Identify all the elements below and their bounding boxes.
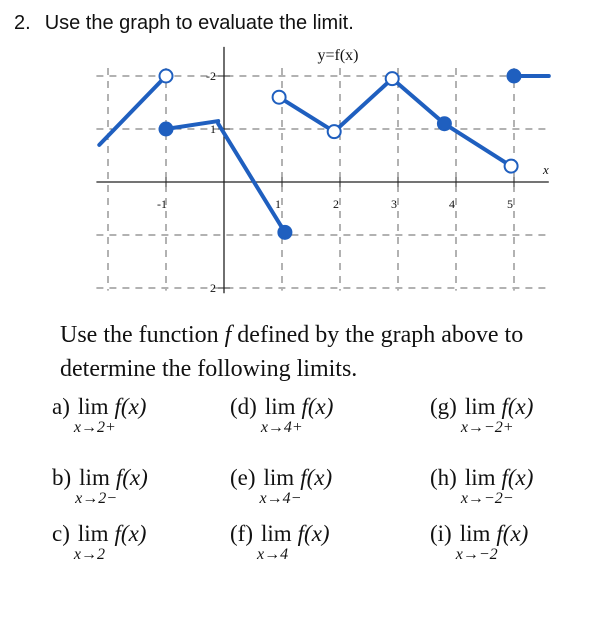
limit-label: (d) <box>230 394 257 419</box>
lim-word: lim <box>77 394 109 419</box>
limit-function: f(x) <box>115 465 148 490</box>
limit-function: f(x) <box>501 465 534 490</box>
open-point <box>386 72 399 85</box>
limit-label: a) <box>52 394 70 419</box>
question-prompt: Use the graph to evaluate the limit. <box>44 12 354 34</box>
open-point <box>505 160 518 173</box>
limit-item <box>230 521 330 563</box>
open-point <box>273 91 286 104</box>
limit-function: f(x) <box>300 465 333 490</box>
limit-label: (f) <box>230 521 253 546</box>
open-point <box>160 70 173 83</box>
y-tick-label: 1 <box>210 122 216 136</box>
limit-approach: x→4− <box>259 490 302 507</box>
limit-approach: x→−2 <box>455 546 498 563</box>
closed-point <box>278 226 291 239</box>
x-tick-label: 2 <box>333 197 339 211</box>
limit-item <box>52 465 148 507</box>
graph-axes <box>96 47 548 293</box>
instructions-line-2: determine the following limits. <box>60 356 358 382</box>
instructions <box>60 318 523 386</box>
limit-operator <box>455 521 498 563</box>
limit-operator <box>256 521 292 563</box>
lim-word: lim <box>464 394 496 419</box>
limit-operator <box>73 521 109 563</box>
limit-operator <box>259 465 302 507</box>
lim-word: lim <box>263 465 295 490</box>
curve-piece-1 <box>99 76 166 145</box>
limit-label: (e) <box>230 465 256 490</box>
limit-approach: x→4+ <box>260 419 303 436</box>
limit-approach: x→2+ <box>73 419 116 436</box>
limit-item <box>430 465 534 507</box>
limit-function: f(x) <box>297 521 330 546</box>
y-tick-label: -2 <box>206 69 216 83</box>
closed-point <box>160 123 173 136</box>
curve-piece-4 <box>279 79 511 166</box>
limit-function: f(x) <box>501 394 534 419</box>
lim-word: lim <box>264 394 296 419</box>
limit-label: b) <box>52 465 72 490</box>
y-tick-label: 2 <box>210 281 216 295</box>
lim-word: lim <box>464 465 496 490</box>
limit-approach: x→2− <box>75 490 118 507</box>
open-point <box>328 125 341 138</box>
limit-operator <box>75 465 118 507</box>
lim-word: lim <box>459 521 491 546</box>
limit-label: (g) <box>430 394 457 419</box>
lim-word: lim <box>260 521 292 546</box>
limit-approach: x→4 <box>256 546 289 563</box>
closed-point <box>508 70 521 83</box>
limit-function: f(x) <box>114 394 147 419</box>
lim-word: lim <box>79 465 110 490</box>
limit-item <box>230 465 333 507</box>
limit-operator <box>260 394 303 436</box>
limit-item <box>230 394 334 436</box>
curve-piece-3 <box>218 124 285 233</box>
x-tick-label: -1 <box>157 197 167 211</box>
limit-function: f(x) <box>301 394 334 419</box>
limit-function: f(x) <box>496 521 529 546</box>
limit-item <box>52 521 147 563</box>
limit-operator <box>460 394 514 436</box>
x-axis-label: x <box>543 162 549 177</box>
closed-point <box>438 117 451 130</box>
lim-word: lim <box>77 521 109 546</box>
limit-approach: x→2 <box>73 546 105 563</box>
instructions-line-1: Use the function f defined by the graph above to <box>60 322 524 348</box>
limit-label: (i) <box>430 521 452 546</box>
function-label: y=f(x) <box>317 47 359 64</box>
question-number: 2. <box>14 12 31 34</box>
limit-function: f(x) <box>114 521 147 546</box>
limit-approach: x→−2+ <box>460 419 514 436</box>
limit-operator <box>73 394 116 436</box>
limit-approach: x→−2− <box>460 490 514 507</box>
limit-item <box>52 394 147 436</box>
graph-grid <box>96 68 548 291</box>
x-tick-label: 4 <box>449 197 455 211</box>
x-tick-label: 5 <box>507 197 513 211</box>
limit-item <box>430 394 534 436</box>
x-tick-label: 1 <box>275 197 281 211</box>
limit-label: c) <box>52 521 70 546</box>
limit-item <box>430 521 529 563</box>
limit-operator <box>460 465 514 507</box>
limit-label: (h) <box>430 465 457 490</box>
x-tick-label: 3 <box>391 197 397 211</box>
